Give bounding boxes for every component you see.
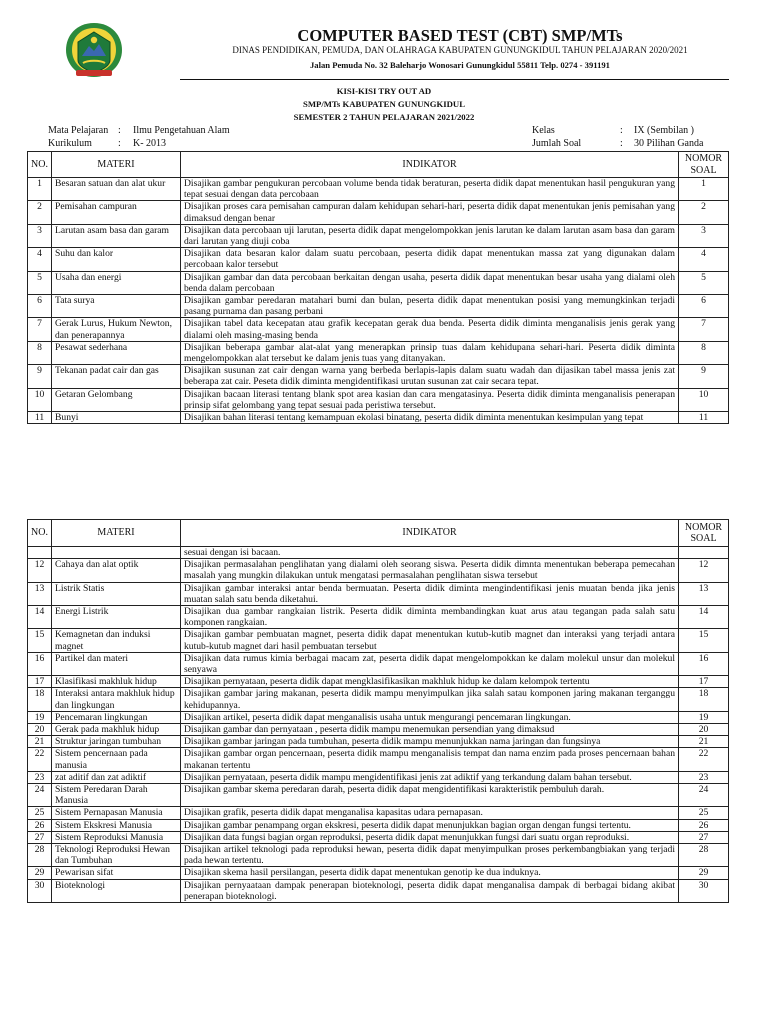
table-row bbox=[28, 784, 729, 807]
indikator-cell: Disajikan gambar dan pernyataan , peserta didik mampu menemukan persendian yang dimaksud bbox=[181, 724, 679, 736]
materi-cell: Tata surya bbox=[52, 295, 181, 318]
materi-cell: Energi Listrik bbox=[52, 606, 181, 629]
indikator-cell: Disajikan beberapa gambar alat-alat yang menerapkan prinsip tuas dalam kehidupana sehari-hari. Peserta didik diminta mengelompokkan alat tersebut ke dalam jenis tuas yang ditanyakan. bbox=[181, 341, 679, 364]
materi-cell: Pewarisan sifat bbox=[52, 867, 181, 879]
row-number: 2 bbox=[28, 201, 52, 224]
row-number: 3 bbox=[28, 224, 52, 247]
indikator-cell: Disajikan artikel, peserta didik dapat menganalisis usaha untuk mengurangi pencemaran lingkungan. bbox=[181, 711, 679, 723]
kisi-kisi-table-2 bbox=[27, 519, 729, 903]
table-row bbox=[28, 271, 729, 294]
col-header-materi: MATERI bbox=[52, 520, 181, 547]
table-row bbox=[28, 844, 729, 867]
table-row bbox=[28, 547, 729, 559]
materi-cell: Kemagnetan dan induksi magnet bbox=[52, 629, 181, 652]
indikator-cell: Disajikan data fungsi bagian organ reproduksi, peserta didik dapat menunjukkan fungsi dari suatu organ reproduksi. bbox=[181, 831, 679, 843]
materi-cell: Sistem Peredaran Darah Manusia bbox=[52, 784, 181, 807]
row-number: 28 bbox=[28, 844, 52, 867]
table-row bbox=[28, 676, 729, 688]
indikator-cell: Disajikan data percobaan uji larutan, peserta didik dapat mengelompokkan jenis larutan ke dalam larutan asam basa dan garam dari larutan yang diuji coba bbox=[181, 224, 679, 247]
indikator-cell: Disajikan pernyataan, peserta didik mampu mengidentifikasi jenis zat adiktif yang terkandung dalam bahan tersebut. bbox=[181, 771, 679, 783]
doc-subtitle-2: SMP/MTs KABUPATEN GUNUNGKIDUL bbox=[302, 99, 465, 109]
indikator-cell: Disajikan gambar skema peredaran darah, peserta didik dapat mengidentifikasi karakteristik pembuluh darah. bbox=[181, 784, 679, 807]
indikator-cell: Disajikan gambar pengukuran percobaan volume benda tidak beraturan, peserta didik dapat menentukan hasil pengukuran yang tepat sesuai dengan data percobaan bbox=[181, 178, 679, 201]
materi-cell: Pencemaran lingkungan bbox=[52, 711, 181, 723]
table-row bbox=[28, 807, 729, 819]
nomor-soal-cell: 28 bbox=[679, 844, 729, 867]
materi-cell: Sistem Reproduksi Manusia bbox=[52, 831, 181, 843]
col-header-materi: MATERI bbox=[52, 152, 181, 178]
indikator-cell: Disajikan data besaran kalor dalam suatu percobaan, peserta didik dapat menentukan massa zat yang digunakan dalam percobaan kalor tersebut bbox=[181, 248, 679, 271]
materi-cell: Suhu dan kalor bbox=[52, 248, 181, 271]
nomor-soal-cell: 4 bbox=[679, 248, 729, 271]
table-row bbox=[28, 606, 729, 629]
indikator-cell: Disajikan gambar interaksi antar benda bermuatan. Peserta didik diminta mengindentifikasi jenis muatan benda jika jenis muatan salah satu benda diketahui. bbox=[181, 582, 679, 605]
nomor-soal-cell: 19 bbox=[679, 711, 729, 723]
materi-cell: Usaha dan energi bbox=[52, 271, 181, 294]
table-row bbox=[28, 341, 729, 364]
row-number: 17 bbox=[28, 676, 52, 688]
materi-cell: Besaran satuan dan alat ukur bbox=[52, 178, 181, 201]
table-row bbox=[28, 365, 729, 388]
indikator-cell: Disajikan dua gambar rangkaian listrik. Peserta didik diminta membandingkan kuat arus atau tegangan pada salah satu komponen rangkaian. bbox=[181, 606, 679, 629]
row-number: 5 bbox=[28, 271, 52, 294]
nomor-soal-cell: 24 bbox=[679, 784, 729, 807]
row-number: 7 bbox=[28, 318, 52, 341]
table-row bbox=[28, 248, 729, 271]
row-number: 4 bbox=[28, 248, 52, 271]
indikator-cell: Disajikan bacaan literasi tentang blank spot area kasian dan cara mengatasinya. Peserta didik diminta menganalisis penerapan prinsip sifat gelombang yang tepat sesuai pada peristiwa tersebut. bbox=[181, 388, 679, 411]
row-number: 9 bbox=[28, 365, 52, 388]
row-number: 11 bbox=[28, 412, 52, 424]
nomor-soal-cell: 12 bbox=[679, 559, 729, 582]
nomor-soal-cell: 25 bbox=[679, 807, 729, 819]
indikator-cell: Disajikan gambar jaringan pada tumbuhan, peserta didik mampu menunjukkan nama jaringan dan fungsinya bbox=[181, 736, 679, 748]
row-number: 26 bbox=[28, 819, 52, 831]
col-header-nomor-soal bbox=[679, 152, 729, 178]
row-number: 23 bbox=[28, 771, 52, 783]
row-number: 14 bbox=[28, 606, 52, 629]
materi-cell: Pemisahan campuran bbox=[52, 201, 181, 224]
table-row bbox=[28, 224, 729, 247]
kelas-label: Kelas bbox=[532, 125, 555, 136]
row-number: 22 bbox=[28, 748, 52, 771]
indikator-cell: Disajikan tabel data kecepatan atau grafik kecepatan gerak dua benda. Peserta didik diminta menganalisis jenis gerak yang dialami oleh masing-masing benda bbox=[181, 318, 679, 341]
nomor-soal-cell: 16 bbox=[679, 652, 729, 675]
table-header-row bbox=[28, 520, 729, 547]
nomor-soal-cell: 22 bbox=[679, 748, 729, 771]
col-header-indikator: INDIKATOR bbox=[181, 520, 679, 547]
row-number: 16 bbox=[28, 652, 52, 675]
materi-cell: Pesawat sederhana bbox=[52, 341, 181, 364]
nomor-soal-cell: 5 bbox=[679, 271, 729, 294]
row-number: 20 bbox=[28, 724, 52, 736]
nomor-soal-cell: 7 bbox=[679, 318, 729, 341]
indikator-cell: Disajikan pernyaataan dampak penerapan bioteknologi, peserta didik dapat menganalisa dampak di berbagai bidang akibat penerapan bioteknologi. bbox=[181, 879, 679, 902]
jumlah-soal-value: 30 Pilihan Ganda bbox=[634, 138, 704, 149]
materi-cell: Partikel dan materi bbox=[52, 652, 181, 675]
col-header-nomor-soal bbox=[679, 520, 729, 547]
indikator-cell: Disajikan grafik, peserta didik dapat menganalisa kapasitas udara pernapasan. bbox=[181, 807, 679, 819]
table-row bbox=[28, 771, 729, 783]
nomor-soal-cell: 26 bbox=[679, 819, 729, 831]
materi-cell: Cahaya dan alat optik bbox=[52, 559, 181, 582]
row-number: 24 bbox=[28, 784, 52, 807]
table-row bbox=[28, 831, 729, 843]
materi-cell bbox=[52, 547, 181, 559]
row-number: 25 bbox=[28, 807, 52, 819]
col-header-soal: SOAL bbox=[690, 533, 717, 544]
row-number: 8 bbox=[28, 341, 52, 364]
doc-subtitle-3: SEMESTER 2 TAHUN PELAJARAN 2021/2022 bbox=[293, 112, 475, 122]
table-row bbox=[28, 388, 729, 411]
table-row bbox=[28, 201, 729, 224]
row-number: 15 bbox=[28, 629, 52, 652]
nomor-soal-cell: 2 bbox=[679, 201, 729, 224]
indikator-cell: Disajikan gambar jaring makanan, peserta didik mampu menyimpulkan jika salah satau komponen jaring makanan terganggu kehidupannya. bbox=[181, 688, 679, 711]
table-row bbox=[28, 736, 729, 748]
gunungkidul-regency-emblem-icon bbox=[62, 20, 126, 80]
mapel-label: Mata Pelajaran bbox=[48, 125, 109, 136]
row-number: 30 bbox=[28, 879, 52, 902]
materi-cell: Larutan asam basa dan garam bbox=[52, 224, 181, 247]
table-row bbox=[28, 629, 729, 652]
indikator-cell: Disajikan susunan zat cair dengan warna yang berbeda berlapis-lapis dalam suatu wadah dan dijasikan tabel massa jenis zat beberapa zat cair. Peseta didik diminta mengidentifikasi urutan susunan zat cair secara tepat. bbox=[181, 365, 679, 388]
materi-cell: Teknologi Reproduksi Hewan dan Tumbuhan bbox=[52, 844, 181, 867]
row-number: 6 bbox=[28, 295, 52, 318]
nomor-soal-cell: 1 bbox=[679, 178, 729, 201]
table-row bbox=[28, 412, 729, 424]
nomor-soal-cell: 8 bbox=[679, 341, 729, 364]
nomor-soal-cell: 11 bbox=[679, 412, 729, 424]
indikator-cell: Disajikan skema hasil persilangan, peserta didik dapat menentukan genotip ke dua induknya. bbox=[181, 867, 679, 879]
kelas-sep: : bbox=[620, 125, 623, 136]
table-row bbox=[28, 295, 729, 318]
materi-cell: Interaksi antara makhluk hidup dan lingkungan bbox=[52, 688, 181, 711]
indikator-cell: Disajikan permasalahan penglihatan yang dialami oleh seorang siswa. Peserta didik dimnta menentukan beberapa pemecahan masalah yang mungkin dilakukan untuk mengatasi permasalahan penglihatan siswa tersebut bbox=[181, 559, 679, 582]
nomor-soal-cell: 20 bbox=[679, 724, 729, 736]
nomor-soal-cell: 17 bbox=[679, 676, 729, 688]
table-row bbox=[28, 652, 729, 675]
indikator-cell: Disajikan gambar organ pencernaan, peserta didik mampu menganalisis tempat dan nama enzim pada proses pencernaan bahan makanan tertentu bbox=[181, 748, 679, 771]
col-header-nomor: NOMOR bbox=[684, 521, 723, 533]
row-number: 10 bbox=[28, 388, 52, 411]
row-number: 21 bbox=[28, 736, 52, 748]
table-row bbox=[28, 867, 729, 879]
table-row bbox=[28, 688, 729, 711]
table-row bbox=[28, 879, 729, 902]
kisi-kisi-table-1 bbox=[27, 151, 729, 424]
indikator-cell: Disajikan bahan literasi tentang kemampuan ekolasi binatang, peserta didik diminta menentukan kesimpulan yang tepat bbox=[181, 412, 679, 424]
mapel-value: Ilmu Pengetahuan Alam bbox=[133, 125, 230, 136]
nomor-soal-cell: 9 bbox=[679, 365, 729, 388]
nomor-soal-cell: 21 bbox=[679, 736, 729, 748]
table-row bbox=[28, 559, 729, 582]
nomor-soal-cell: 29 bbox=[679, 867, 729, 879]
col-header-no: NO. bbox=[28, 520, 52, 547]
materi-cell: Gerak pada makhluk hidup bbox=[52, 724, 181, 736]
row-number: 12 bbox=[28, 559, 52, 582]
materi-cell: Struktur jaringan tumbuhan bbox=[52, 736, 181, 748]
col-header-indikator: INDIKATOR bbox=[181, 152, 679, 178]
row-number: 18 bbox=[28, 688, 52, 711]
nomor-soal-cell: 23 bbox=[679, 771, 729, 783]
kurikulum-sep: : bbox=[118, 138, 121, 149]
header-dinas: DINAS PENDIDIKAN, PEMUDA, DAN OLAHRAGA KABUPATEN GUNUNGKIDUL TAHUN PELAJARAN 2020/2021 bbox=[232, 45, 688, 55]
nomor-soal-cell: 15 bbox=[679, 629, 729, 652]
nomor-soal-cell: 14 bbox=[679, 606, 729, 629]
col-header-nomor: NOMOR bbox=[684, 153, 723, 165]
materi-cell: Sistem Pernapasan Manusia bbox=[52, 807, 181, 819]
nomor-soal-cell: 3 bbox=[679, 224, 729, 247]
nomor-soal-cell: 27 bbox=[679, 831, 729, 843]
nomor-soal-cell: 10 bbox=[679, 388, 729, 411]
indikator-cell: Disajikan proses cara pemisahan campuran dalam kehidupan sehari-hari, peserta didik dapat menentukan jenis pemisahan yang dimaksud dengan benar bbox=[181, 201, 679, 224]
table-row bbox=[28, 178, 729, 201]
jumlah-soal-sep: : bbox=[620, 138, 623, 149]
materi-cell: zat aditif dan zat adiktif bbox=[52, 771, 181, 783]
materi-cell: Gerak Lurus, Hukum Newton, dan penerapannya bbox=[52, 318, 181, 341]
table-row bbox=[28, 582, 729, 605]
indikator-cell: sesuai dengan isi bacaan. bbox=[181, 547, 679, 559]
table-header-row bbox=[28, 152, 729, 178]
nomor-soal-cell: 6 bbox=[679, 295, 729, 318]
indikator-cell: Disajikan pernyataan, peserta didik dapat mengklasifikasikan makhluk hidup ke dalam kelompok tertentu bbox=[181, 676, 679, 688]
row-number: 19 bbox=[28, 711, 52, 723]
jumlah-soal-label: Jumlah Soal bbox=[532, 138, 582, 149]
materi-cell: Sistem pencernaan pada manusia bbox=[52, 748, 181, 771]
nomor-soal-cell: 13 bbox=[679, 582, 729, 605]
row-number: 27 bbox=[28, 831, 52, 843]
materi-cell: Listrik Statis bbox=[52, 582, 181, 605]
header-address: Jalan Pemuda No. 32 Baleharjo Wonosari Gunungkidul 55811 Telp. 0274 - 391191 bbox=[310, 60, 610, 70]
row-number: 13 bbox=[28, 582, 52, 605]
header-title: COMPUTER BASED TEST (CBT) SMP/MTs bbox=[297, 26, 623, 45]
table-row bbox=[28, 711, 729, 723]
indikator-cell: Disajikan gambar dan data percobaan berkaitan dengan usaha, peserta didik dapat menentukan besar usaha yang dialami oleh benda dalam percobaan bbox=[181, 271, 679, 294]
materi-cell: Tekanan padat cair dan gas bbox=[52, 365, 181, 388]
kurikulum-label: Kurikulum bbox=[48, 138, 92, 149]
indikator-cell: Disajikan gambar pembuatan magnet, peserta didik dapat menentukan kutub-kutib magnet dan interaksi yang terjadi antara kutub-kutub magnet dari hasil pembuatan tersebut bbox=[181, 629, 679, 652]
materi-cell: Sistem Ekskresi Manusia bbox=[52, 819, 181, 831]
mapel-sep: : bbox=[118, 125, 121, 136]
row-number: 29 bbox=[28, 867, 52, 879]
indikator-cell: Disajikan gambar penampang organ ekskresi, peserta didik dapat menunjukkan bagian organ dengan fungsi tertentu. bbox=[181, 819, 679, 831]
row-number: 1 bbox=[28, 178, 52, 201]
nomor-soal-cell bbox=[679, 547, 729, 559]
indikator-cell: Disajikan data rumus kimia berbagai macam zat, peserta didik dapat mengelompokkan ke dalam molekul unsur dan molekul senyawa bbox=[181, 652, 679, 675]
materi-cell: Bioteknologi bbox=[52, 879, 181, 902]
indikator-cell: Disajikan gambar peredaran matahari bumi dan bulan, peserta didik dapat menentukan posisi yang memungkinkan terjadi pasang purnama dan pasang perbani bbox=[181, 295, 679, 318]
table-row bbox=[28, 724, 729, 736]
materi-cell: Klasifikasi makhluk hidup bbox=[52, 676, 181, 688]
nomor-soal-cell: 30 bbox=[679, 879, 729, 902]
doc-subtitle-1: KISI-KISI TRY OUT AD bbox=[336, 86, 432, 96]
table-row bbox=[28, 819, 729, 831]
kelas-value: IX (Sembilan ) bbox=[634, 125, 694, 136]
materi-cell: Getaran Gelombang bbox=[52, 388, 181, 411]
col-header-soal: SOAL bbox=[690, 164, 717, 176]
materi-cell: Bunyi bbox=[52, 412, 181, 424]
nomor-soal-cell: 18 bbox=[679, 688, 729, 711]
col-header-no: NO. bbox=[28, 152, 52, 178]
header-divider bbox=[180, 79, 729, 80]
table-row bbox=[28, 318, 729, 341]
kurikulum-value: K- 2013 bbox=[133, 138, 167, 149]
table-row bbox=[28, 748, 729, 771]
row-number bbox=[28, 547, 52, 559]
indikator-cell: Disajikan artikel teknologi pada reproduksi hewan, peserta didik dapat menyimpulkan proses perkembangbiakan yang terjadi pada hewan tertentu. bbox=[181, 844, 679, 867]
